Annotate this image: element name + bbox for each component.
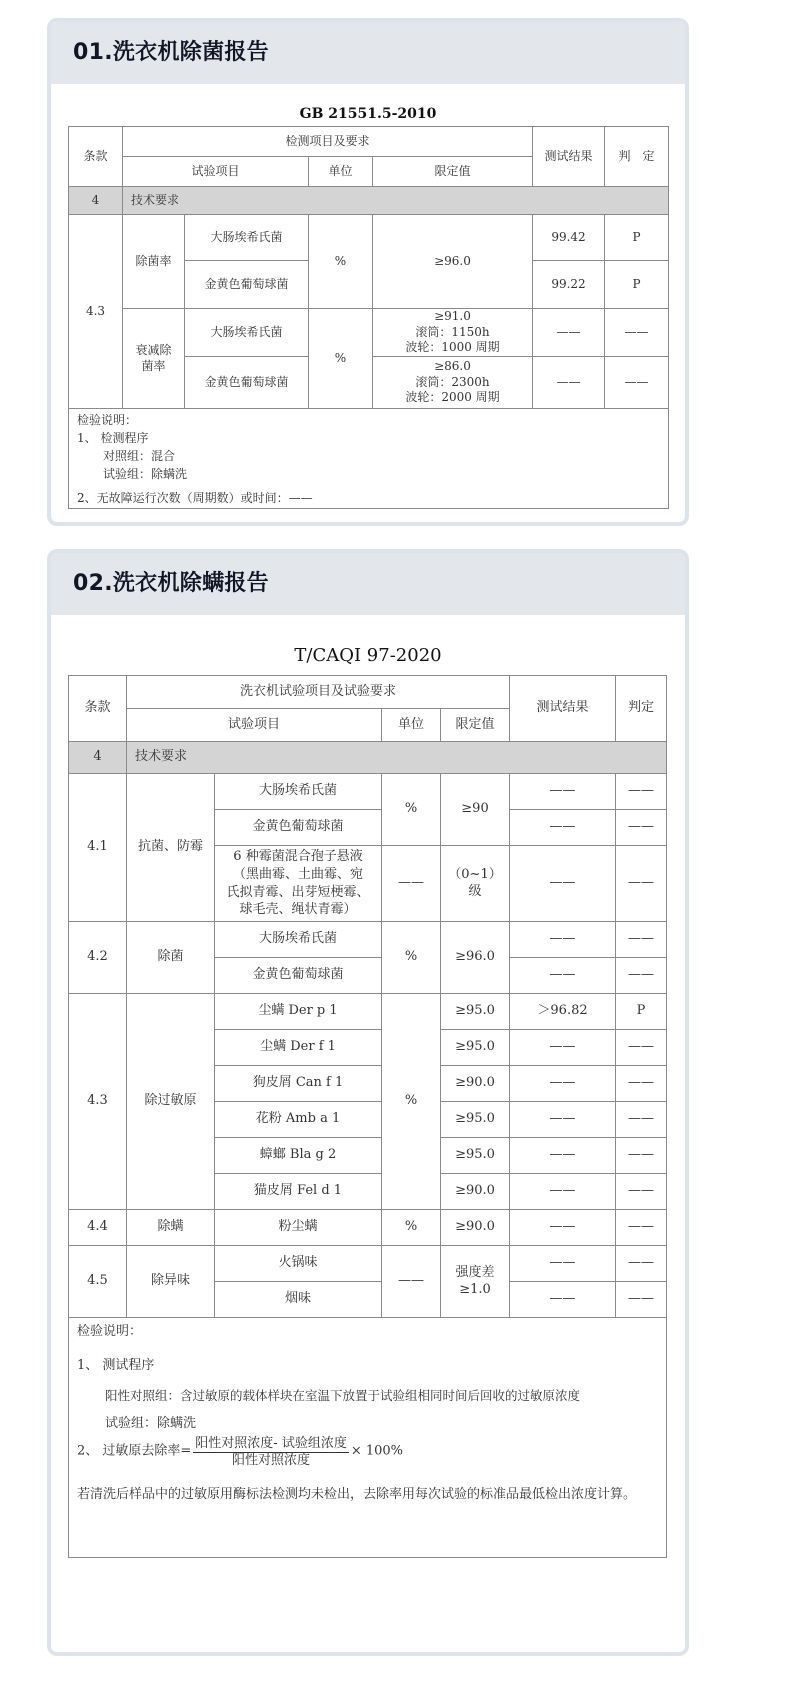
group-name-cell: 除菌率 [123,215,185,309]
unit-cell: % [382,1210,441,1246]
judge-cell: —— [616,1174,667,1210]
unit-cell: —— [382,1246,441,1318]
section-title: 01.洗衣机除菌报告 [73,40,269,65]
item-cell [215,846,382,922]
group-name-cell: 除过敏原 [127,994,215,1210]
clause-cell: 4.2 [69,922,127,994]
limit-line: ≥91.0 [434,309,471,324]
result-cell: —— [510,1066,616,1102]
card-header [51,553,685,615]
mite-report-card [47,549,689,1656]
judge-cell: —— [616,958,667,994]
result-cell: —— [510,1246,616,1282]
limit-line: 波轮：1000 周期 [405,340,500,355]
item-cell: 大肠埃希氏菌 [215,774,382,810]
judge-cell: P [605,261,669,309]
item-line: 6 种霉菌混合孢子悬液 [233,849,363,865]
item-cell: 粉尘螨 [215,1210,382,1246]
header-unit: 单位 [382,709,441,742]
limit-cell: ≥96.0 [373,215,533,309]
result-cell: —— [510,810,616,846]
card-header [51,22,685,84]
result-cell: —— [510,1210,616,1246]
limit-cell: ≥96.0 [441,922,510,994]
judge-cell: —— [616,1138,667,1174]
judge-cell: —— [616,1210,667,1246]
header-item: 试验项目 [127,709,382,742]
result-cell: —— [510,1174,616,1210]
note-line: 1、 检测程序 [77,431,149,445]
limit-line: ≥1.0 [459,1281,491,1297]
clause-cell: 4.1 [69,774,127,922]
judge-cell: —— [616,1282,667,1318]
clause-cell: 4.4 [69,1210,127,1246]
result-cell: 99.22 [533,261,605,309]
result-cell: —— [510,774,616,810]
note-line: 试验组：除螨洗 [103,467,188,481]
unit-cell: % [382,994,441,1210]
note-line: 检验说明： [77,413,138,427]
notes-cell [69,409,669,509]
judge-cell: P [605,215,669,261]
header-judge: 判 定 [605,127,669,187]
limit-cell: ≥95.0 [441,1102,510,1138]
limit-line: 强度差 [455,1264,495,1280]
item-line: 氏拟青霉、出芽短梗霉、 [226,884,370,900]
item-cell: 金黄色葡萄球菌 [185,261,309,309]
judge-cell: —— [605,309,669,357]
limit-line: 级 [468,883,482,899]
header-judge: 判定 [616,676,667,742]
result-cell: —— [510,846,616,922]
header-group: 洗衣机试验项目及试验要求 [127,676,510,709]
group-name-cell: 除菌 [127,922,215,994]
group-name-cell: 抗菌、防霉 [127,774,215,922]
result-cell: —— [510,1138,616,1174]
header-item: 试验项目 [123,157,309,187]
formula-denominator: 阳性对照浓度 [232,1452,311,1468]
item-cell: 尘螨 Der p 1 [215,994,382,1030]
limit-line: （0~1） [448,866,502,882]
row-clause: 4 [69,742,127,774]
item-cell: 大肠埃希氏菌 [185,215,309,261]
header-clause: 条款 [69,127,123,187]
result-cell: —— [510,958,616,994]
item-cell: 烟味 [215,1282,382,1318]
limit-line: 滚筒：1150h [415,324,490,339]
limit-cell: ≥95.0 [441,1138,510,1174]
judge-cell: —— [616,846,667,922]
header-result: 测试结果 [510,676,616,742]
limit-line: 滚筒：2300h [415,374,490,389]
limit-cell: ≥95.0 [441,994,510,1030]
result-cell: —— [533,357,605,409]
bacteria-report-table [68,126,669,509]
group-name-cell: 衰减除 菌率 [123,309,185,409]
group-name-cell: 除螨 [127,1210,215,1246]
clause-cell: 4.3 [69,215,123,409]
judge-cell: —— [616,810,667,846]
formula-numerator: 阳性对照浓度- 试验组浓度 [195,1436,347,1451]
judge-cell: —— [616,1030,667,1066]
judge-cell: —— [616,774,667,810]
limit-cell [441,846,510,922]
item-cell: 大肠埃希氏菌 [185,309,309,357]
row-clause: 4 [69,187,123,215]
limit-cell [441,1246,510,1318]
item-line: （黑曲霉、土曲霉、宛 [232,866,363,882]
item-cell: 蟑螂 Bla g 2 [215,1138,382,1174]
mite-report-table [68,675,667,1558]
unit-cell: % [309,215,373,309]
item-cell: 金黄色葡萄球菌 [185,357,309,409]
clause-cell: 4.3 [69,994,127,1210]
item-cell: 花粉 Amb a 1 [215,1102,382,1138]
item-line: 球毛壳、绳状青霉） [239,902,357,918]
item-cell: 尘螨 Der f 1 [215,1030,382,1066]
judge-cell: —— [605,357,669,409]
standard-code: GB 21551.5-2010 [299,106,437,122]
result-cell: 99.42 [533,215,605,261]
limit-cell: ≥90 [441,774,510,846]
item-cell: 金黄色葡萄球菌 [215,958,382,994]
bacteria-report-card [47,18,689,526]
judge-cell: P [616,994,667,1030]
unit-cell: —— [382,846,441,922]
notes-cell [69,1318,667,1558]
limit-cell [373,309,533,357]
header-group: 检测项目及要求 [123,127,533,157]
limit-cell [373,357,533,409]
judge-cell: —— [616,1246,667,1282]
unit-cell: % [382,922,441,994]
limit-cell: ≥90.0 [441,1210,510,1246]
item-cell: 大肠埃希氏菌 [215,922,382,958]
formula-prefix: 2、 过敏原去除率= [77,1443,192,1459]
item-cell: 火锅味 [215,1246,382,1282]
header-result: 测试结果 [533,127,605,187]
result-cell: ＞96.82 [510,994,616,1030]
removal-formula [77,1436,658,1468]
limit-cell: ≥95.0 [441,1030,510,1066]
header-limit: 限定值 [441,709,510,742]
row-section-label: 技术要求 [127,742,667,774]
note-line: 1、 测试程序 [77,1358,155,1373]
result-cell: —— [510,1030,616,1066]
result-cell: —— [510,922,616,958]
item-cell: 猫皮屑 Fel d 1 [215,1174,382,1210]
result-cell: —— [533,309,605,357]
formula-fraction [193,1436,349,1468]
formula-suffix: × 100% [350,1443,404,1459]
limit-line: 波轮：2000 周期 [405,390,500,405]
judge-cell: —— [616,1102,667,1138]
result-cell: —— [510,1102,616,1138]
notes-title: 检验说明： [77,1324,143,1339]
unit-cell: % [309,309,373,409]
row-section-label: 技术要求 [123,187,669,215]
note-line: 试验组：除螨洗 [105,1416,197,1431]
header-unit: 单位 [309,157,373,187]
limit-line: ≥86.0 [434,359,471,374]
note-line: 若清洗后样品中的过敏原用酶标法检测均未检出，去除率用每次试验的标准品最低检出浓度计算。 [77,1487,637,1503]
note-line: 对照组：混合 [103,449,176,463]
standard-code: T/CAQI 97-2020 [294,645,442,666]
clause-cell: 4.5 [69,1246,127,1318]
limit-cell: ≥90.0 [441,1066,510,1102]
judge-cell: —— [616,922,667,958]
item-cell: 狗皮屑 Can f 1 [215,1066,382,1102]
limit-cell: ≥90.0 [441,1174,510,1210]
note-line: 阳性对照组：含过敏原的载体样块在室温下放置于试验组相同时间后回收的过敏原浓度 [105,1388,581,1403]
judge-cell: —— [616,1066,667,1102]
item-cell: 金黄色葡萄球菌 [215,810,382,846]
result-cell: —— [510,1282,616,1318]
header-clause: 条款 [69,676,127,742]
group-name-cell: 除异味 [127,1246,215,1318]
header-limit: 限定值 [373,157,533,187]
section-title: 02.洗衣机除螨报告 [73,571,269,596]
note-line: 2、无故障运行次数（周期数）或时间：—— [77,491,313,505]
unit-cell: % [382,774,441,846]
